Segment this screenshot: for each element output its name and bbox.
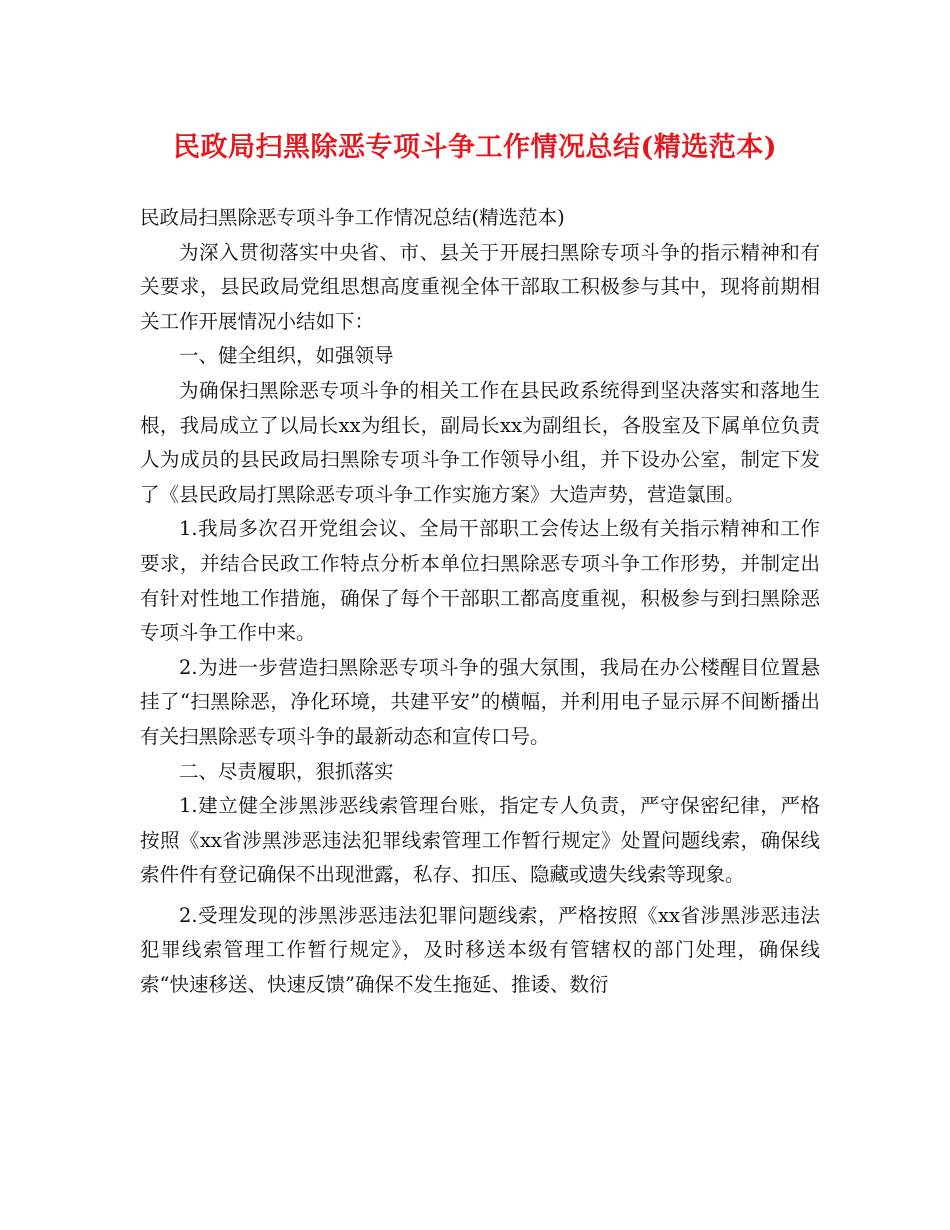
body-paragraph: 2.受理发现的涉黑涉恶违法犯罪问题线索，严格按照《xx省涉黑涉恶违法犯罪线索管理工作暂行规定》，及时移送本级有管辖权的部门处理，确保线索“快速移送、快速反馈”确保不发生拖延、推诿、数衍 — [140, 903, 820, 997]
body-paragraph-subtitle: 民政局扫黑除恶专项斗争工作情况总结(精选范本) — [140, 206, 565, 229]
body-paragraph-intro: 为深入贯彻落实中央省、市、县关于开展扫黑除专项斗争的指示精神和有关要求，县民政局党组思想高度重视全体干部取工积极参与其中，现将前期相关工作开展情况小结如下： — [140, 240, 820, 333]
body-paragraph: 为确保扫黑除恶专项斗争的相关工作在县民政系统得到坚决落实和落地生根，我局成立了以局长xx为组长，副局长xx为副组长，各股室及下属单位负责人为成员的县民政局扫黑除专项斗争工作领导小组，并下设办公室，制定下发了《县民政局打黑除恶专项斗争工作实施方案》大造声势，营造氯围。 — [140, 378, 820, 506]
section-heading-2: 二、尽责履职，狠抓落实 — [179, 759, 394, 783]
document-title: 民政局扫黑除恶专项斗争工作情况总结(精选范本) — [172, 132, 778, 163]
document-body — [140, 201, 820, 1003]
section-heading-1: 一、健全组织，如强领导 — [179, 344, 394, 368]
body-paragraph: 2.为进一步营造扫黑除恶专项斗争的强大氛围，我局在办公楼醒目位置悬挂了“扫黑除恶，净化环境，共建平安”的横幅，并利用电子显示屏不间断播出有关扫黑除恶专项斗争的最新动态和宣传口号。 — [140, 655, 820, 748]
body-paragraph: 1.我局多次召开党组会议、全局干部职工会传达上级有关指示精神和工作要求，并结合民政工作特点分析本单位扫黑除恶专项斗争工作形势，并制定出有针对性地工作措施，确保了每个干部职工都高度重视，积极参与到扫黑除恶专项斗争工作中来。 — [140, 517, 820, 645]
body-paragraph: 1.建立健全涉黑涉恶线索管理台账，指定专人负责，严守保密纪律，严格按照《xx省涉黑涉恶违法犯罪线索管理工作暂行规定》处置问题线索，确保线索件件有登记确保不出现泄露，私存、扣压、隐藏或遗失线索等现象。 — [140, 794, 820, 887]
